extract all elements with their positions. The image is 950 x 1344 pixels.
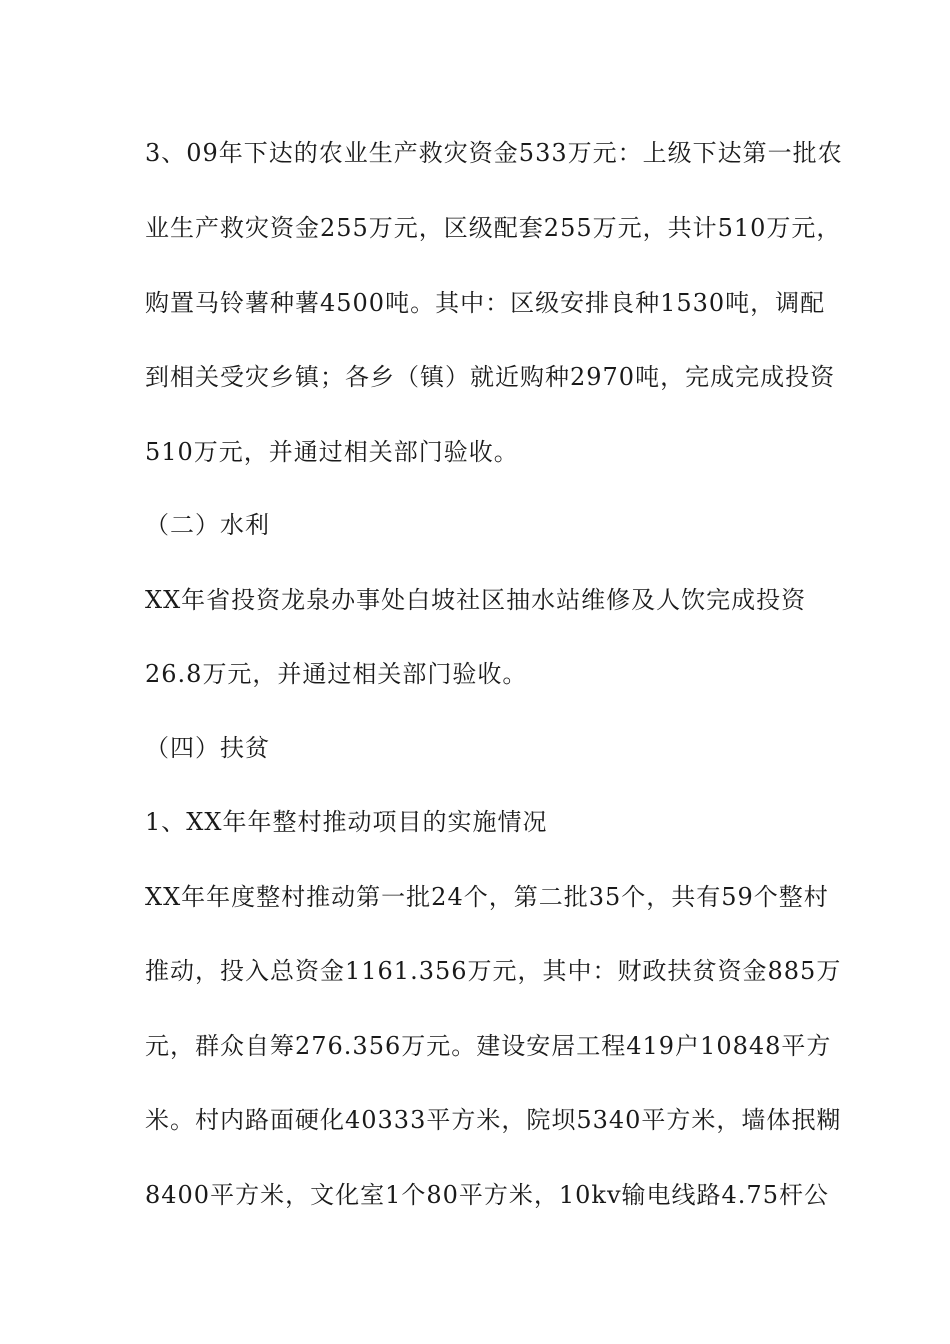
text-line-agri-relief-4: 到相关受灾乡镇；各乡（镇）就近购种2970吨，完成完成投资 bbox=[145, 363, 836, 391]
text-line-village-3: 元，群众自筹276.356万元。建设安居工程419户10848平方 bbox=[145, 1032, 832, 1060]
text-line-agri-relief-5: 510万元，并通过相关部门验收。 bbox=[145, 438, 519, 466]
text-line-village-1: XX年年度整村推动第一批24个，第二批35个，共有59个整村 bbox=[145, 883, 829, 911]
text-line-water-2: 26.8万元，并通过相关部门验收。 bbox=[145, 660, 528, 688]
subheading-village-project: 1、XX年年整村推动项目的实施情况 bbox=[145, 808, 548, 836]
text-line-agri-relief-3: 购置马铃薯种薯4500吨。其中：区级安排良种1530吨，调配 bbox=[145, 289, 826, 317]
text-line-village-4: 米。村内路面硬化40333平方米，院坝5340平方米，墙体抿糊 bbox=[145, 1106, 842, 1134]
section-heading-water: （二）水利 bbox=[145, 511, 270, 539]
text-line-agri-relief-1: 3、09年下达的农业生产救灾资金533万元：上级下达第一批农 bbox=[145, 139, 843, 167]
text-line-agri-relief-2: 业生产救灾资金255万元，区级配套255万元，共计510万元， bbox=[145, 214, 842, 242]
section-heading-poverty: （四）扶贫 bbox=[145, 734, 270, 762]
text-line-village-2: 推动，投入总资金1161.356万元，其中：财政扶贫资金885万 bbox=[145, 957, 842, 985]
text-line-water-1: XX年省投资龙泉办事处白坡社区抽水站维修及人饮完成投资 bbox=[145, 586, 807, 614]
text-line-village-5: 8400平方米，文化室1个80平方米，10kv输电线路4.75杆公 bbox=[145, 1181, 829, 1209]
